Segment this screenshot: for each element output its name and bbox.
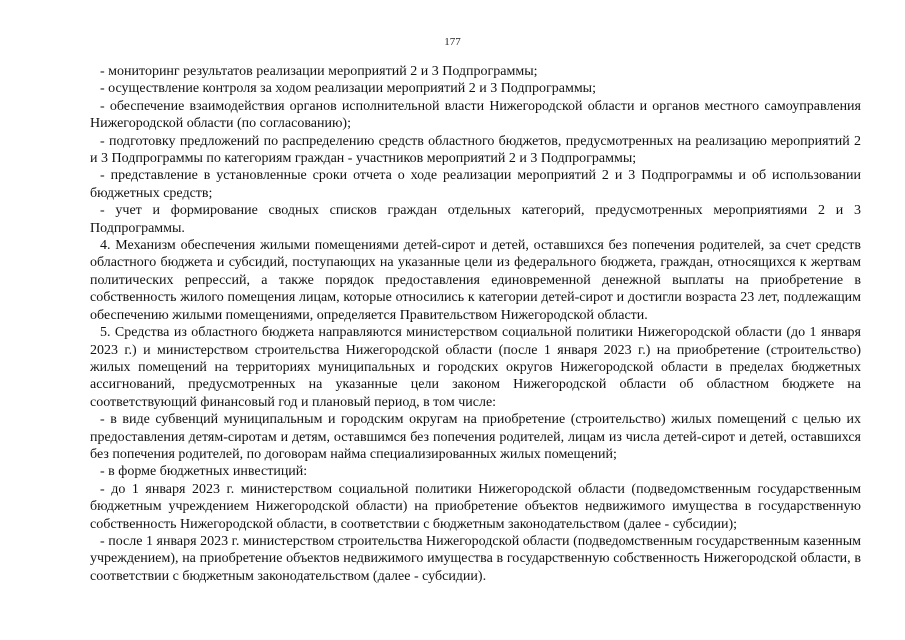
paragraph-before-2023: - до 1 января 2023 г. министерством социальной политики Нижегородской области (подведомственным государственным бюджетным учреждением Нижегородской области) на приобретение объектов недвижимого имущества в государственную собственность Нижегородской области, в соответствии с бюджетным законодательством (далее - субсидии); <box>90 481 861 532</box>
document-body <box>90 63 861 585</box>
paragraph-section-5: 5. Средства из областного бюджета направляются министерством социальной политики Нижегородской области (до 1 января 2023 г.) и министерством строительства Нижегородской области (после 1 января 2023 г.) на приобретение (строительство) жилых помещений на территориях муниципальных и городских округов Нижегородской области в пределах бюджетных ассигнований, предусмотренных на указанные цели законом Нижегородской области об областном бюджете на соответствующий финансовый год и плановый период, в том числе: <box>90 325 861 410</box>
paragraph-interaction: - обеспечение взаимодействия органов исполнительной власти Нижегородской области и органов местного самоуправления Нижегородской области (по согласованию); <box>90 98 861 132</box>
paragraph-investments: - в форме бюджетных инвестиций: <box>100 464 308 480</box>
paragraph-after-2023: - после 1 января 2023 г. министерством строительства Нижегородской области (подведомственным государственным казенным учреждением), на приобретение объектов недвижимого имущества в государственную собственность Нижегородской области, в соответствии с бюджетным законодательством (далее - субсидии). <box>90 533 861 584</box>
paragraph-subventions: - в виде субвенций муниципальным и городским округам на приобретение (строительство) жилых помещений с целью их предоставления детям-сиротам и детям, оставшимся без попечения родителей, лицам из числа детей-сирот и детей, оставшихся без попечения родителей, по договорам найма специализированных жилых помещений; <box>90 412 861 462</box>
paragraph-control: - осуществление контроля за ходом реализации мероприятий 2 и 3 Подпрограммы; <box>100 81 596 97</box>
paragraph-section-4: 4. Механизм обеспечения жилыми помещениями детей-сирот и детей, оставшихся без попечения родителей, за счет средств областного бюджета и субсидий, поступающих на указанные цели из федерального бюджета, граждан, относящихся к жертвам политических репрессий, а также порядок предоставления единовременной денежной выплаты на приобретение в собственность жилого помещения лицам, которые относились к категории детей-сирот и достигли возраста 23 лет, подлежащим обеспечению жилыми помещениями, определяется Правительством Нижегородской области. <box>90 238 861 323</box>
paragraph-monitoring: - мониторинг результатов реализации мероприятий 2 и 3 Подпрограммы; <box>100 64 538 79</box>
page-number: 177 <box>444 36 461 48</box>
paragraph-lists: - учет и формирование сводных списков граждан отдельных категорий, предусмотренных мероприятиями 2 и 3 Подпрограммы. <box>90 203 861 236</box>
paragraph-proposals: - подготовку предложений по распределению средств областного бюджетов, предусмотренных на реализацию мероприятий 2 и 3 Подпрограммы по категориям граждан - участников мероприятий 2 и 3 Подпрограммы; <box>90 133 861 167</box>
paragraph-reporting: - представление в установленные сроки отчета о ходе реализации мероприятий 2 и 3 Подпрограммы и об использовании бюджетных средств; <box>90 168 861 201</box>
